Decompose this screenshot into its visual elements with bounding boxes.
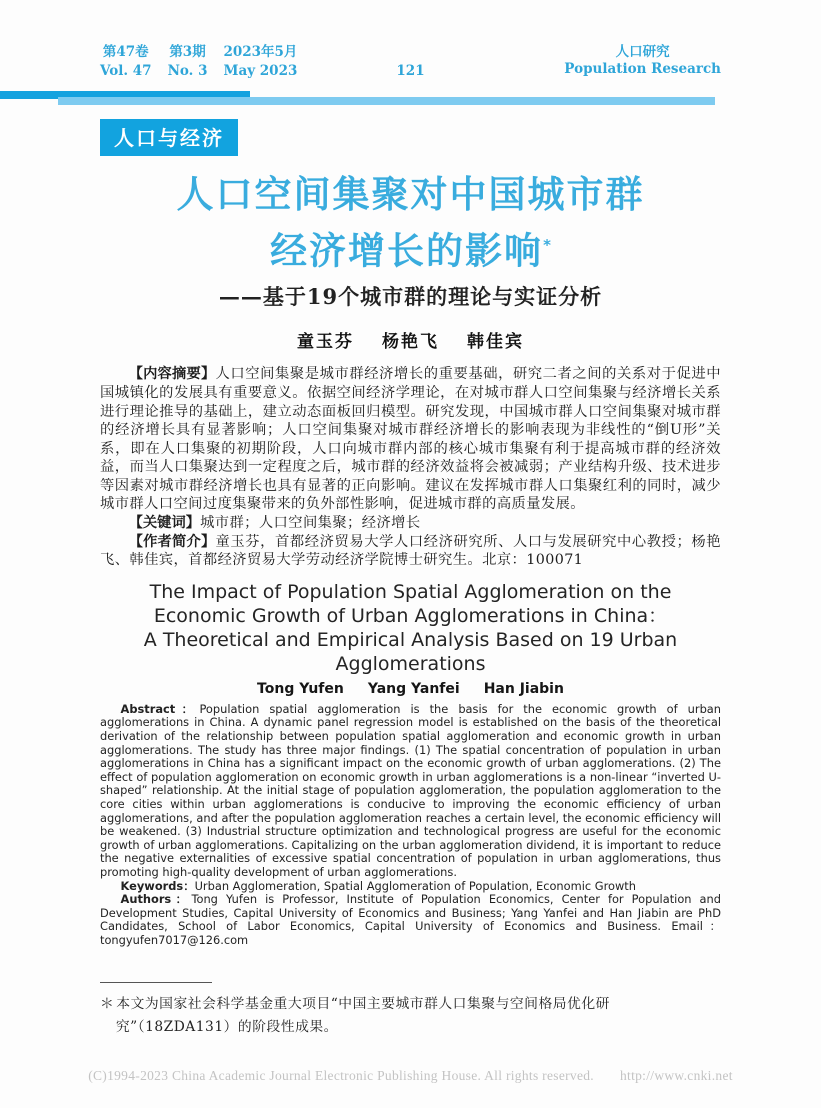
author-en-2: Yang Yanfei	[367, 680, 460, 697]
keywords-en	[100, 880, 721, 894]
article-subtitle-cn: ——基于19个城市群的理论与实证分析	[218, 284, 603, 310]
author-cn-2: 杨艳飞	[382, 332, 439, 353]
abstract-text-en: Population spatial agglomeration is the basis for the economic growth of urban agglomerations in China. A dynamic panel regression model is established on the basis of the theoretical derivation of the relationship between population spatial agglomeration and economic growth in urban agglomerations. The study has three major findings. (1) The spatial concentration of population in urban agglomerations in China has a significant impact on the economic growth of urban agglomerations. (2) The effect of population agglomeration on economic growth in urban agglomerations is a non-linear “inverted U-shaped” relationship. At the initial stage of population agglomeration, the population agglomeration to the core cities within urban agglomerations is conducive to improving the economic efficiency of urban agglomerations, and after the population agglomeration reaches a certain level, the economic efficiency will be weakened. (3) Industrial structure optimization and technological progress are useful for the economic growth of urban agglomerations. Capitalizing on the urban agglomeration dividend, it is important to reduce the negative externalities of excessive spatial concentration of population in urban agglomerations, thus promoting high-quality development of urban agglomerations.	[100, 701, 722, 879]
keywords-text-cn: 城市群；人口空间集聚；经济增长	[200, 515, 421, 532]
journal-name-en: Population Research	[564, 61, 721, 77]
title-footnote-marker: *	[543, 236, 551, 254]
copyright-footer	[0, 1068, 821, 1084]
issue-en: No. 3	[167, 63, 208, 79]
author-en-1: Tong Yufen	[257, 680, 344, 697]
article-title-en	[100, 580, 721, 676]
title-en-line-3: A Theoretical and Empirical Analysis Based on 19 Urban Agglomerations	[143, 628, 678, 675]
date-cn: 2023年5月	[223, 44, 298, 60]
copyright-text: (C)1994-2023 China Academic Journal Electronic Publishing House. All rights reserved.	[88, 1068, 594, 1083]
keywords-label-en: Keywords：	[120, 878, 195, 893]
authors-text-en: Tong Yufen is Professor, Institute of Population Economics, Center for Population and Development Studies, Capital University of Economics and Business; Yang Yanfei and Han Jiabin are PhD Candidates, School of Labor Economics, Capital University of Economics and Business. Email：tongyufen7017@126.com	[100, 892, 721, 947]
author-en-3: Han Jiabin	[483, 680, 564, 697]
cnki-url: http://www.cnki.net	[619, 1068, 733, 1083]
article-content	[100, 0, 721, 1039]
bio-text-cn: 童玉芬，首都经济贸易大学人口经济研究所、人口与发展研究中心教授；杨艳飞、韩佳宾，首都经济贸易大学劳动经济学院博士研究生。北京：100071	[100, 533, 722, 569]
abstract-en	[100, 703, 721, 880]
footnote-marker: ＊	[100, 995, 115, 1012]
issue-cn: 第3期	[169, 44, 206, 60]
journal-name-cn: 人口研究	[615, 44, 670, 60]
authors-label-en: Authors：	[120, 892, 192, 907]
author-cn-1: 童玉芬	[297, 332, 354, 353]
title-en-line-1: The Impact of Population Spatial Agglomeration on the	[149, 580, 672, 603]
keywords-cn	[100, 514, 721, 533]
article-title-cn	[100, 170, 721, 276]
keywords-text-en: Urban Agglomeration, Spatial Agglomeration of Population, Economic Growth	[194, 878, 636, 893]
abstract-text-cn: 人口空间集聚是城市群经济增长的重要基础，研究二者之间的关系对于促进中国城镇化的发展具有重要意义。依据空间经济学理论，在对城市群人口空间集聚与经济增长关系进行理论推导的基础上，建立动态面板回归模型。研究发现，中国城市群人口空间集聚对城市群的经济增长具有显著影响；人口空间集聚对城市群经济增长的影响表现为非线性的“倒U形”关系，即在人口集聚的初期阶段，人口向城市群内部的核心城市集聚有利于提高城市群的经济效益，而当人口集聚达到一定程度之后，城市群的经济效益将会被减弱；产业结构升级、技术进步等因素对城市群经济增长也具有显著的正向影响。建议在发挥城市群人口集聚红利的同时，减少城市群人口空间过度集聚带来的负外部性影响，促进城市群的高质量发展。	[100, 366, 722, 513]
volume-cn: 第47卷	[102, 44, 149, 60]
date-en: May 2023	[223, 63, 298, 79]
title-line-1: 人口空间集聚对中国城市群	[176, 173, 645, 216]
volume-en: Vol. 47	[100, 63, 152, 79]
abstract-label-cn: 【内容摘要】	[128, 366, 216, 383]
authors-cn	[100, 327, 721, 352]
title-en-line-2: Economic Growth of Urban Agglomerations in China：	[153, 604, 668, 627]
bio-label-cn: 【作者简介】	[128, 533, 216, 550]
footnote-divider	[100, 982, 212, 983]
footnote	[100, 993, 721, 1039]
authors-en	[100, 681, 721, 697]
abstract-label-en: Abstract：	[120, 701, 200, 716]
authors-note-en	[100, 893, 721, 947]
column-badge: 人口与经济	[100, 119, 238, 156]
abstract-cn	[100, 365, 721, 514]
page-number: 121	[396, 63, 425, 79]
title-line-2: 经济增长的影响	[270, 229, 544, 273]
keywords-label-cn: 【关键词】	[128, 515, 201, 532]
footnote-text: 本文为国家社会科学基金重大项目“中国主要城市群人口集聚与空间格局优化研究”（18ZDA131）的阶段性成果。	[115, 995, 610, 1035]
author-bio-cn	[100, 533, 721, 570]
author-cn-3: 韩佳宾	[467, 332, 524, 353]
